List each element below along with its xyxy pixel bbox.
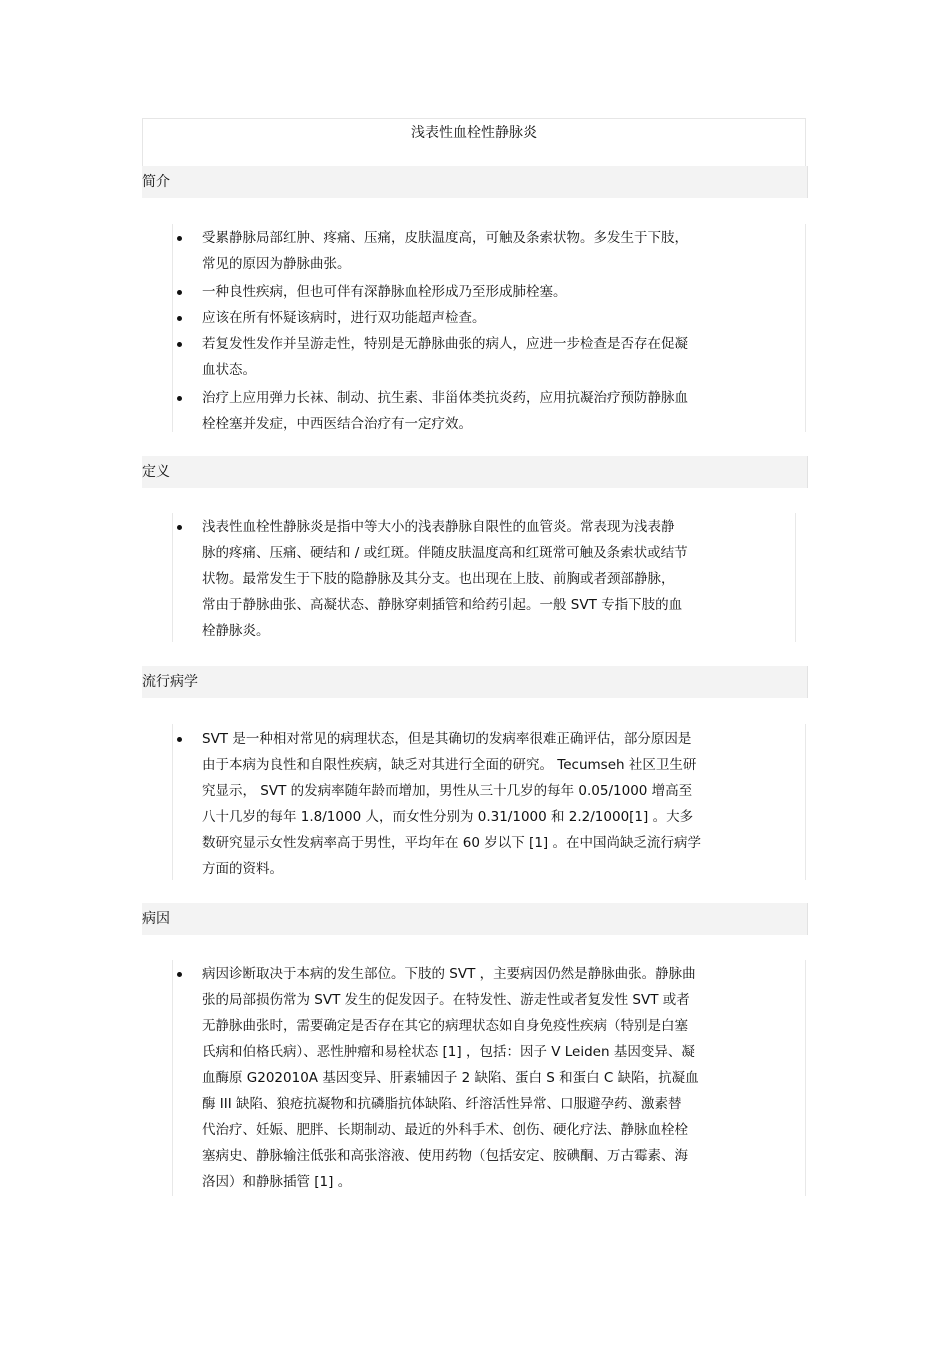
list-item [173, 726, 805, 882]
text-line: 脉的疼痛、压痛、硬结和 / 或红斑。伴随皮肤温度高和红斑常可触及条索状或结节 [202, 545, 688, 561]
section-body-etiology [172, 960, 806, 1196]
text-line: SVT 是一种相对常见的病理状态，但是其确切的发病率很难正确评估，部分原因是 [202, 731, 692, 747]
text-line: 病因诊断取决于本病的发生部位。下肢的 SVT ，主要病因仍然是静脉曲张。静脉曲 [202, 966, 696, 982]
text-line: 氏病和伯格氏病）、恶性肿瘤和易栓状态 [1] ，包括：因子 V Leiden 基因变异、凝 [202, 1044, 695, 1060]
text-line: 血状态。 [202, 362, 256, 378]
text-line: 若复发性发作并呈游走性，特别是无静脉曲张的病人，应进一步检查是否存在促凝 [202, 336, 688, 352]
section-body-epidemiology [172, 724, 806, 880]
text-line: 栓栓塞并发症，中西医结合治疗有一定疗效。 [202, 416, 472, 432]
section-heading-definition: 定义 [142, 456, 808, 488]
text-line: 应该在所有怀疑该病时，进行双功能超声检查。 [202, 310, 486, 326]
text-line: 张的局部损伤常为 SVT 发生的促发因子。在特发性、游走性或者复发性 SVT 或者 [202, 992, 690, 1008]
list-item [173, 514, 795, 644]
text-line: 数研究显示女性发病率高于男性，平均年在 60 岁以下 [1] 。在中国尚缺乏流行病学 [202, 835, 701, 851]
text-line: 究显示， SVT 的发病率随年龄而增加，男性从三十几岁的每年 0.05/1000 增高至 [202, 783, 693, 799]
section-body-intro [172, 224, 806, 432]
list-item [173, 279, 805, 305]
text-line: 代治疗、妊娠、肥胖、长期制动、最近的外科手术、创伤、硬化疗法、静脉血栓栓 [202, 1122, 688, 1138]
text-line: 血酶原 G202010A 基因变异、肝素辅因子 2 缺陷、蛋白 S 和蛋白 C 缺陷，抗凝血 [202, 1070, 699, 1086]
text-line: 无静脉曲张时，需要确定是否存在其它的病理状态如自身免疫性疾病（特别是白塞 [202, 1018, 688, 1034]
section-heading-epidemiology: 流行病学 [142, 666, 808, 698]
list-item [173, 331, 805, 383]
text-line: 一种良性疾病，但也可伴有深静脉血栓形成乃至形成肺栓塞。 [202, 284, 567, 300]
section-heading-intro: 简介 [142, 166, 808, 198]
document-title: 浅表性血栓性静脉炎 [142, 118, 806, 166]
text-line: 洛因）和静脉插管 [1] 。 [202, 1174, 352, 1190]
text-line: 方面的资料。 [202, 861, 283, 877]
text-line: 受累静脉局部红肿、疼痛、压痛，皮肤温度高，可触及条索状物。多发生于下肢， [202, 230, 688, 246]
text-line: 治疗上应用弹力长袜、制动、抗生素、非甾体类抗炎药，应用抗凝治疗预防静脉血 [202, 390, 688, 406]
text-line: 常由于静脉曲张、高凝状态、静脉穿刺插管和给药引起。一般 SVT 专指下肢的血 [202, 597, 683, 613]
list-item [173, 225, 805, 277]
text-line: 酶 III 缺陷、狼疮抗凝物和抗磷脂抗体缺陷、纤溶活性异常、口服避孕药、激素替 [202, 1096, 682, 1112]
text-line: 栓静脉炎。 [202, 623, 270, 639]
text-line: 八十几岁的每年 1.8/1000 人，而女性分别为 0.31/1000 和 2.2/1000[1] 。大多 [202, 809, 694, 825]
section-heading-etiology: 病因 [142, 903, 808, 935]
text-line: 塞病史、静脉输注低张和高张溶液、使用药物（包括安定、胺碘酮、万古霉素、海 [202, 1148, 688, 1164]
text-line: 由于本病为良性和自限性疾病，缺乏对其进行全面的研究。 Tecumseh 社区卫生研 [202, 757, 697, 773]
text-line: 状物。最常发生于下肢的隐静脉及其分支。也出现在上肢、前胸或者颈部静脉， [202, 571, 675, 587]
text-line: 常见的原因为静脉曲张。 [202, 256, 351, 272]
list-item [173, 385, 805, 437]
list-item [173, 961, 805, 1195]
text-line: 浅表性血栓性静脉炎是指中等大小的浅表静脉自限性的血管炎。常表现为浅表静 [202, 519, 675, 535]
section-body-definition [172, 513, 796, 642]
list-item [173, 305, 805, 331]
